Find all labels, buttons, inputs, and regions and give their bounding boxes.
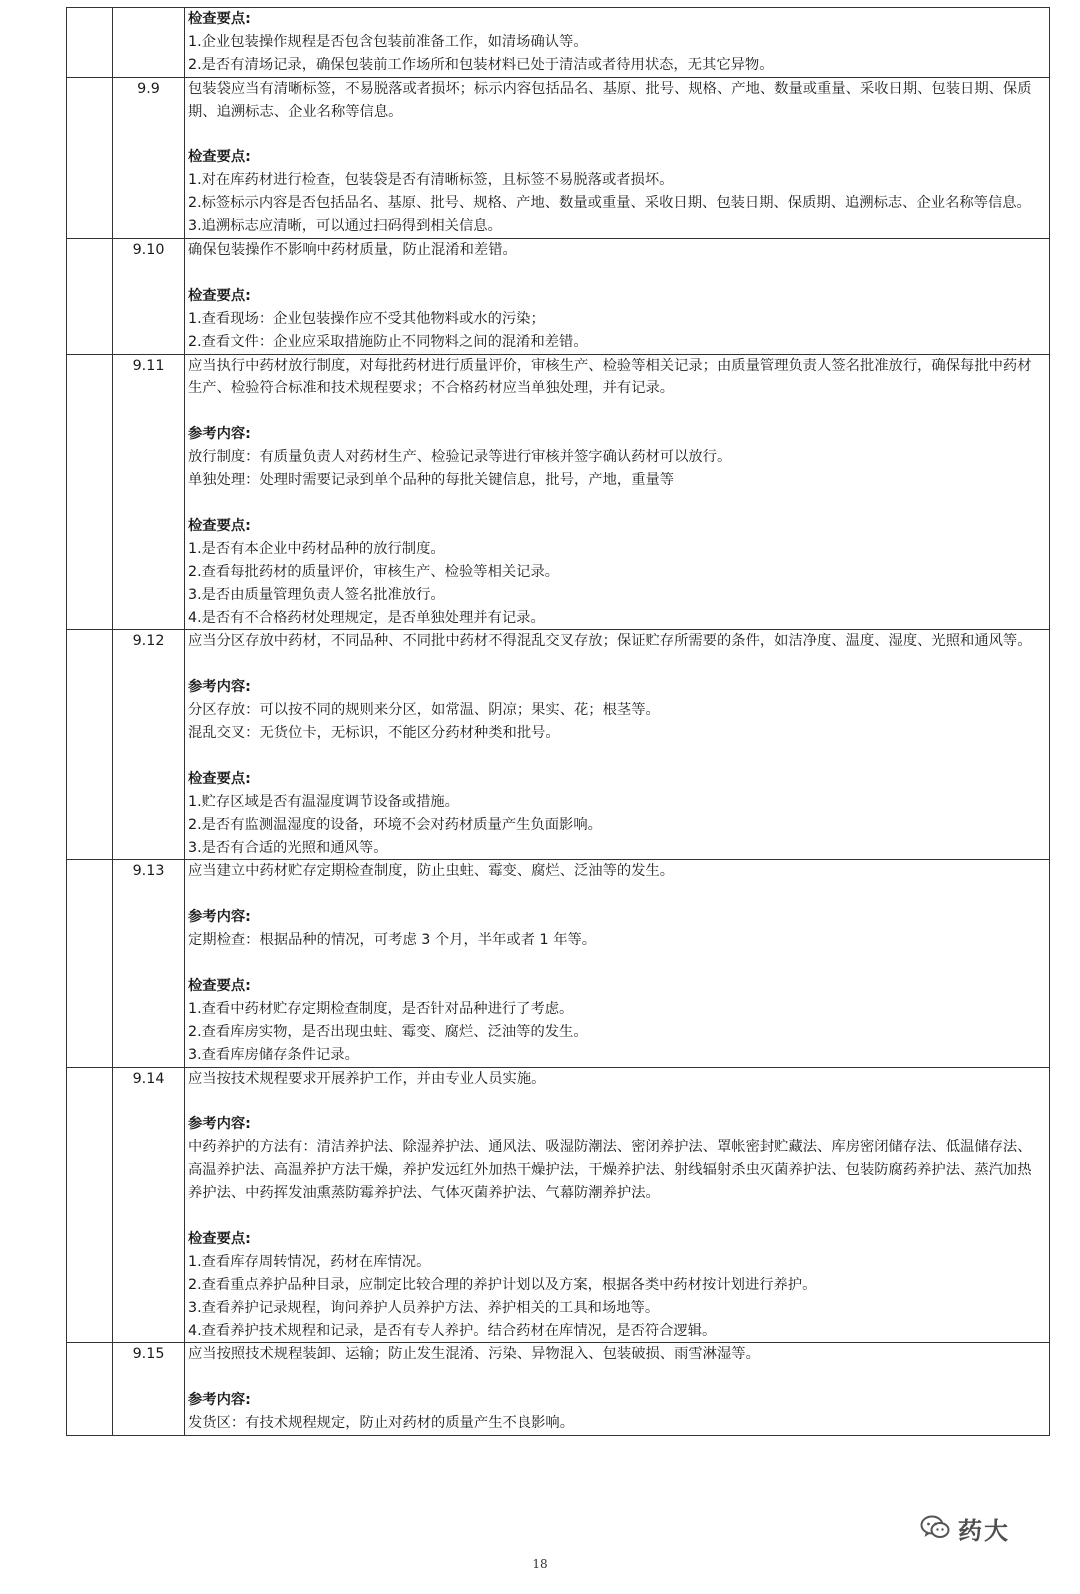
clause-number: 9.12: [113, 630, 185, 860]
blank-cell: [67, 630, 113, 860]
blank-line: [188, 745, 1043, 768]
table-row: [67, 1067, 1050, 1343]
table-row: [67, 77, 1050, 238]
blank-line: [188, 1205, 1043, 1228]
clause-number: 9.14: [113, 1067, 185, 1343]
paragraph: 2.查看库房实物，是否出现虫蛀、霉变、腐烂、泛油等的发生。: [188, 1023, 588, 1040]
paragraph: 单独处理：处理时需要记录到单个品种的每批关键信息，批号，产地，重量等: [188, 472, 675, 489]
paragraph: 4.是否有不合格药材处理规定，是否单独处理并有记录。: [188, 609, 545, 626]
clause-content: [185, 1067, 1050, 1343]
paragraph: 3.追溯标志应清晰，可以通过扫码得到相关信息。: [188, 218, 502, 235]
section-heading: 检查要点:: [188, 149, 251, 166]
table-body: [67, 8, 1050, 1436]
section-heading: 参考内容:: [188, 426, 251, 443]
paragraph: 1.查看库存周转情况，药材在库情况。: [188, 1253, 431, 1270]
clause-number: 9.9: [113, 77, 185, 238]
blank-line: [188, 883, 1043, 906]
clause-number: 9.13: [113, 860, 185, 1067]
paragraph: 2.查看文件：企业应采取措施防止不同物料之间的混淆和差错。: [188, 333, 588, 350]
section-heading: 检查要点:: [188, 770, 251, 787]
blank-cell: [67, 77, 113, 238]
table-row: [67, 860, 1050, 1067]
paragraph: 1.对在库药材进行检查，包装袋是否有清晰标签，且标签不易脱落或者损坏。: [188, 172, 674, 189]
blank-line: [188, 492, 1043, 515]
paragraph: 中药养护的方法有：清洁养护法、除湿养护法、通风法、吸湿防潮法、密闭养护法、罩帐密封贮藏法、库房密闭储存法、低温储存法、高温养护法、高温养护方法干燥，养护发远红外加热干燥护法，干燥养护法、射线辐射杀虫灭菌养护法、包装防腐药养护法、蒸汽加热养护法、中药挥发油熏蒸防霉养护法、气体灭菌养护法、气幕防潮养护法。: [188, 1139, 1032, 1202]
page-number: 18: [532, 1557, 548, 1571]
paragraph: 2.是否有监测温湿度的设备，环境不会对药材质量产生负面影响。: [188, 816, 602, 833]
blank-line: [188, 952, 1043, 975]
paragraph: 分区存放：可以按不同的规则来分区，如常温、阴凉；果实、花；根茎等。: [188, 702, 660, 719]
paragraph: 3.是否有合适的光照和通风等。: [188, 839, 388, 856]
blank-line: [188, 124, 1043, 147]
paragraph: 包装袋应当有清晰标签，不易脱落或者损坏；标示内容包括品名、基原、批号、规格、产地、数量或重量、采收日期、包装日期、保质期、追溯标志、企业名称等信息。: [188, 80, 1032, 120]
section-heading: 检查要点:: [188, 1230, 251, 1247]
section-heading: 检查要点:: [188, 11, 251, 27]
blank-line: [188, 400, 1043, 423]
clause-number: [113, 8, 185, 78]
section-heading: 参考内容:: [188, 679, 251, 696]
paragraph: 3.是否由质量管理负责人签名批准放行。: [188, 586, 445, 603]
paragraph: 2.查看重点养护品种目录，应制定比较合理的养护计划以及方案，根据各类中药材按计划进行养护。: [188, 1276, 817, 1293]
paragraph: 应当按技术规程要求开展养护工作，并由专业人员实施。: [188, 1070, 546, 1087]
table-row: [67, 8, 1050, 78]
blank-cell: [67, 1343, 113, 1436]
paragraph: 1.查看中药材贮存定期检查制度，是否针对品种进行了考虑。: [188, 1000, 574, 1017]
paragraph: 4.查看养护技术规程和记录，是否有专人养护。结合药材在库情况，是否符合逻辑。: [188, 1322, 717, 1339]
blank-cell: [67, 354, 113, 630]
blank-cell: [67, 860, 113, 1067]
clause-number: 9.10: [113, 239, 185, 355]
clause-content: [185, 630, 1050, 860]
blank-cell: [67, 8, 113, 78]
blank-cell: [67, 239, 113, 355]
table-row: [67, 630, 1050, 860]
table-row: [67, 239, 1050, 355]
blank-line: [188, 262, 1043, 285]
paragraph: 发货区：有技术规程规定，防止对药材的质量产生不良影响。: [188, 1415, 575, 1432]
section-heading: 检查要点:: [188, 517, 251, 534]
paragraph: 2.是否有清场记录，确保包装前工作场所和包装材料已处于清洁或者待用状态，无其它异物。: [188, 56, 774, 73]
paragraph: 2.标签标示内容是否包括品名、基原、批号、规格、产地、数量或重量、采收日期、包装日期、保质期、追溯标志、企业名称等信息。: [188, 195, 1031, 212]
paragraph: 3.查看库房储存条件记录。: [188, 1046, 359, 1063]
paragraph: 放行制度：有质量负责人对药材生产、检验记录等进行审核并签字确认药材可以放行。: [188, 449, 732, 466]
paragraph: 1.企业包装操作规程是否包含包装前准备工作，如清场确认等。: [188, 33, 588, 50]
paragraph: 应当执行中药材放行制度，对每批药材进行质量评价，审核生产、检验等相关记录；由质量管理负责人签名批准放行，确保每批中药材生产、检验符合标准和技术规程要求；不合格药材应当单独处理，并有记录。: [188, 357, 1032, 397]
table-row: [67, 1343, 1050, 1436]
inspection-table: [66, 7, 1050, 1436]
paragraph: 1.贮存区域是否有温湿度调节设备或措施。: [188, 793, 459, 810]
blank-cell: [67, 1067, 113, 1343]
clause-content: [185, 77, 1050, 238]
clause-content: [185, 239, 1050, 355]
paragraph: 应当按照技术规程装卸、运输；防止发生混淆、污染、异物混入、包装破损、雨雪淋湿等。: [188, 1346, 760, 1363]
blank-line: [188, 653, 1043, 676]
clause-number: 9.11: [113, 354, 185, 630]
table-row: [67, 354, 1050, 630]
section-heading: 参考内容:: [188, 1116, 251, 1133]
paragraph: 1.是否有本企业中药材品种的放行制度。: [188, 540, 445, 557]
paragraph: 1.查看现场：企业包装操作应不受其他物料或水的污染；: [188, 310, 545, 327]
watermark: [920, 1510, 1010, 1546]
blank-line: [188, 1366, 1043, 1389]
clause-content: [185, 1343, 1050, 1436]
section-heading: 参考内容:: [188, 909, 251, 926]
paragraph: 2.查看每批药材的质量评价，审核生产、检验等相关记录。: [188, 563, 560, 580]
wechat-icon: [920, 1515, 950, 1541]
paragraph: 混乱交叉：无货位卡，无标识，不能区分药材种类和批号。: [188, 725, 560, 742]
paragraph: 应当建立中药材贮存定期检查制度，防止虫蛀、霉变、腐烂、泛油等的发生。: [188, 863, 675, 880]
clause-content: [185, 354, 1050, 630]
blank-line: [188, 1090, 1043, 1113]
clause-number: 9.15: [113, 1343, 185, 1436]
paragraph: 确保包装操作不影响中药材质量，防止混淆和差错。: [188, 242, 517, 259]
paragraph: 应当分区存放中药材，不同品种、不同批中药材不得混乱交叉存放；保证贮存所需要的条件，如洁净度、温度、湿度、光照和通风等。: [188, 633, 1032, 650]
section-heading: 检查要点:: [188, 977, 251, 994]
clause-content: [185, 860, 1050, 1067]
paragraph: 定期检查：根据品种的情况，可考虑 3 个月，半年或者 1 年等。: [188, 932, 597, 949]
section-heading: 检查要点:: [188, 287, 251, 304]
paragraph: 3.查看养护记录规程，询问养护人员养护方法、养护相关的工具和场地等。: [188, 1299, 660, 1316]
section-heading: 参考内容:: [188, 1392, 251, 1409]
clause-content: [185, 8, 1050, 78]
watermark-text: 药大: [958, 1516, 1010, 1545]
